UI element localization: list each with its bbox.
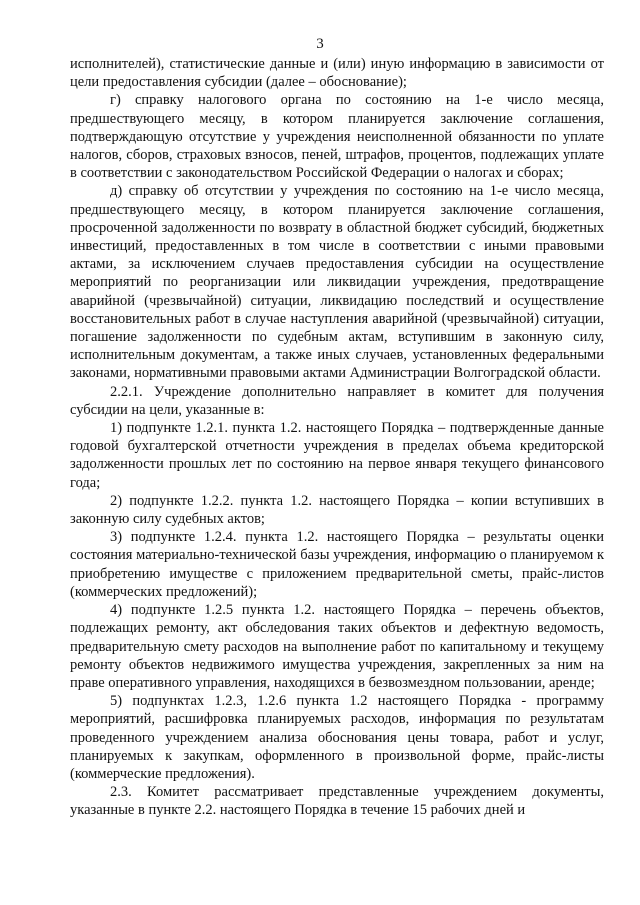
paragraph-item-g: г) справку налогового органа по состоянию на 1-е число месяца, предшествующего месяцу, в котором планируется заключение соглашения, подтверждающую отсутствие у учреждения неисполненной обязанности по уплате налогов, сборов, страховых взносов, пеней, штрафов, процентов, подлежащих уплате в соответствии с законодательством Российской Федерации о налогах и сборах; (70, 92, 604, 182)
document-body (70, 55, 604, 820)
paragraph-subitem-2: 2) подпункте 1.2.2. пункта 1.2. настоящего Порядка – копии вступивших в законную силу судебных актов; (70, 492, 604, 528)
page-number: 3 (316, 36, 324, 52)
paragraph-subitem-1: 1) подпункте 1.2.1. пункта 1.2. настоящего Порядка – подтвержденные данные годовой бухгалтерской отчетности учреждения в пределах объема кредиторской задолженности прошлых лет по состоянию на первое января текущего финансового года; (70, 420, 604, 491)
paragraph-2-2-1: 2.2.1. Учреждение дополнительно направляет в комитет для получения субсидии на цели, указанные в: (70, 383, 604, 418)
paragraph-item-d: д) справку об отсутствии у учреждения по состоянию на 1-е число месяца, предшествующего месяцу, в котором планируется заключение соглашения, просроченной задолженности по возврату в областной бюджет субсидий, бюджетных инвестиций, предоставленных в том числе в соответствии с иными правовыми актами, за исключением случаев предоставления субсидии на осуществление мероприятий по реорганизации или ликвидации учреждения, предотвращение аварийной (чрезвычайной) ситуации, ликвидацию последствий и осуществление восстановительных работ в случае наступления аварийной (чрезвычайной) ситуации, погашение задолженности по судебным актам, вступившим в законную силу, исполнительным документам, а также иных случаев, установленных федеральными законами, нормативными правовыми актами Администрации Волгоградской области. (70, 183, 604, 382)
paragraph-subitem-5: 5) подпунктах 1.2.3, 1.2.6 пункта 1.2 настоящего Порядка - программу мероприятий, расшифровка планируемых расходов, информация по результатам проведенного учреждением анализа обоснования цены товара, работ и услуг, планируемых к закупкам, оформленного в произвольной форме, прайс-листы (коммерческие предложения). (70, 693, 604, 782)
paragraph-subitem-3: 3) подпункте 1.2.4. пункта 1.2. настоящего Порядка – результаты оценки состояния материально-технической базы учреждения, информацию о планируемом к приобретению имуществе с приложением предварительной сметы, прайс-листов (коммерческих предложений); (70, 529, 604, 600)
paragraph-2-3: 2.3. Комитет рассматривает представленные учреждением документы, указанные в пункте 2.2. настоящего Порядка в течение 15 рабочих дней и (70, 784, 604, 819)
paragraph-subitem-4: 4) подпункте 1.2.5 пункта 1.2. настоящего Порядка – перечень объектов, подлежащих ремонту, акт обследования таких объектов и дефектную ведомость, предварительную смету расходов на выполнение работ по капитальному и текущему ремонту объектов недвижимого имущества учреждения, закрепленных за ним на праве оперативного управления, находящихся в безвозмездном пользовании, аренде; (70, 602, 604, 691)
paragraph-continuation: исполнителей), статистические данные и (или) иную информацию в зависимости от цели предоставления субсидии (далее – обоснование); (70, 56, 604, 91)
